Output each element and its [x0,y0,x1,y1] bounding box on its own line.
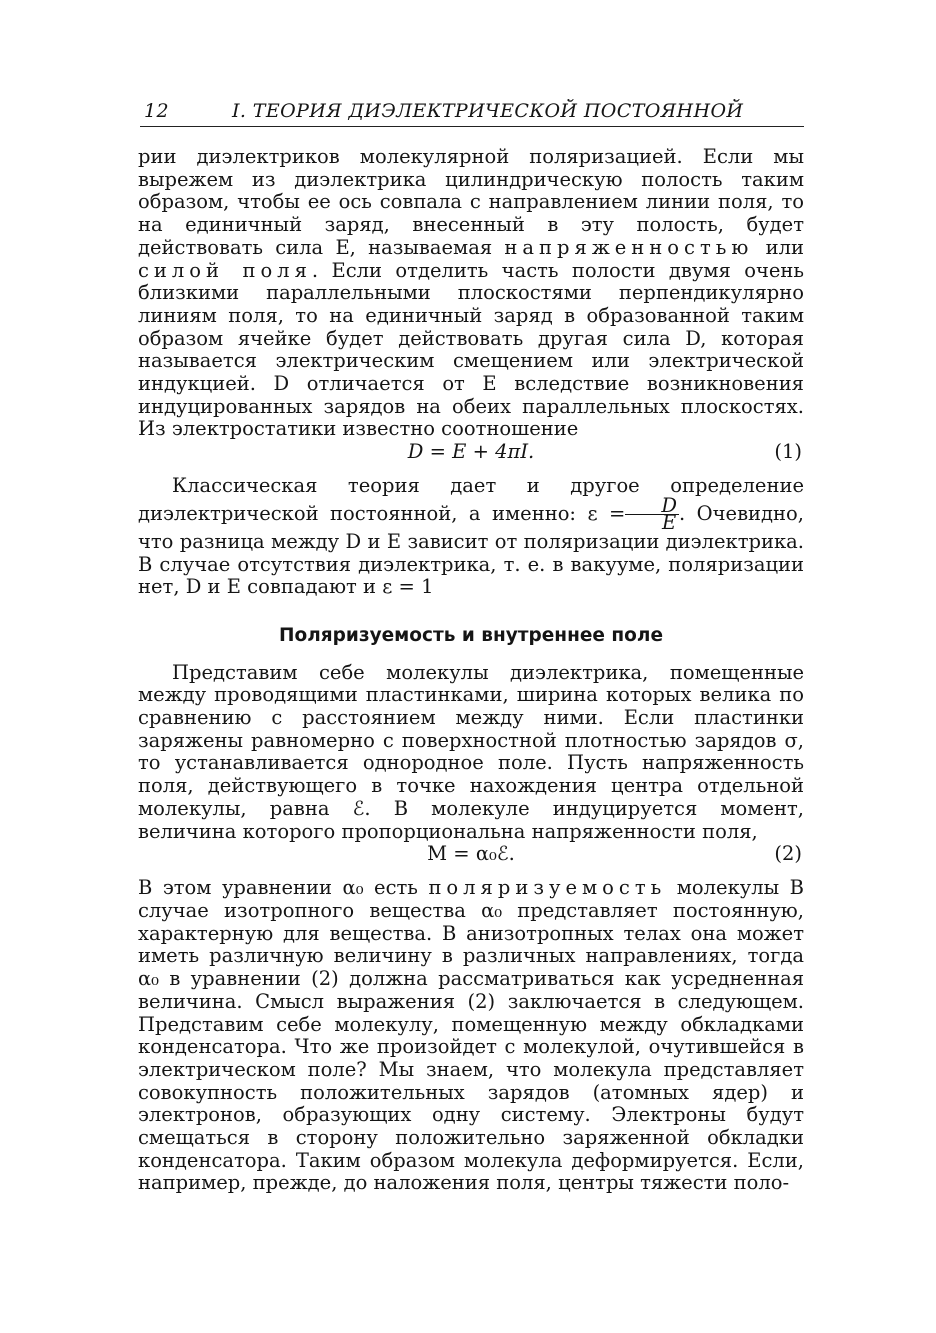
paragraph-1-part-b: . Если отделить часть полости двумя очень близкими параллельными плоскостями перпендикулярно линиям поля, то на единичный заряд в образованной таким образом ячейке будет действовать другая сила D, которая называется электрическим смещением или электрической индукцией. D отличается от E вследствие возникновения индуцированных зарядов на обеих параллельных плоскостях. Из электростатики известно соотношение [138,258,804,441]
paragraph-1-conjunction: или [753,235,804,259]
term-polarizability: поляризуемость [428,876,667,900]
paragraph-4-part-a: В этом уравнении α₀ есть [138,876,429,900]
paragraph-4-part-b: молекулы В случае изотропного вещества α₀ представляет постоянную, характерную для вещества. В анизотропных телах она может иметь различную величину в различных направлениях, тогда α₀ в уравнении (2) должна рассматриваться как усредненная величина. Смысл выражения (2) заключается в следующем. Представим себе молекулу, помещенную между обкладками конденсатора. Что же произойдет с молекулой, очутившейся в электрическом поле? Мы знаем, что молекула представляет совокупность положительных зарядов (атомных ядер) и электронов, образующих одну систему. Электроны будут смещаться в сторону положительно заряженной обкладки конденсатора. Таким образом молекула деформируется. Если, например, прежде, до наложения поля, центры тяжести поло- [138,876,804,1195]
equation-2-formula: M = α₀ℰ. [427,842,515,866]
paragraph-1-part-a: рии диэлектриков молекулярной поляризацией. Если мы вырежем из диэлектрика цилиндрическую полость таким образом, чтобы ее ось совпала с направлением линии поля, то на единичный заряд, внесенный в эту полость, будет действовать сила E, называемая [138,145,804,259]
paragraph-2-part-a: Классическая теория дает и другое определение диэлектрической постоянной, а именно: ε = [138,474,804,525]
paragraph-1 [138,146,804,441]
chapter-title: I. ТЕОРИЯ ДИЭЛЕКТРИЧЕСКОЙ ПОСТОЯННОЙ [232,100,744,122]
term-field-strength: напряженностью [504,235,754,259]
paragraph-3: Представим себе молекулы диэлектрика, помещенные между проводящими пластинками, ширина которых велика по сравнению с расстоянием между ними. Если пластинки заряжены равномерно с поверхностной плотностью зарядов σ, то устанавливается однородное поле. Пусть напряженность поля, действующего в точке нахождения центра отдельной молекулы, равна ℰ. В молекуле индуцируется момент, величина которого пропорциональна напряженности поля, [138,660,804,843]
running-header [140,98,804,127]
page-number: 12 [144,100,169,122]
paragraph-2 [138,475,804,599]
equation-2 [138,843,804,867]
equation-1-formula: D = E + 4πI. [407,440,535,464]
equation-2-number: (2) [774,842,802,866]
term-field-force: силой поля [138,258,312,282]
fraction-numerator: D [625,498,679,515]
paragraph-4 [138,877,804,1195]
section-heading: Поляризуемость и внутреннее поле [279,624,663,646]
equation-1-number: (1) [774,440,802,464]
paragraph-2-part-b: . Очевидно, что разница между D и E зависит от поляризации диэлектрика. В случае отсутствия диэлектрика, т. е. в вакууме, поляризации нет, D и E совпадают и ε = 1 [138,501,804,599]
main-text [138,146,804,1195]
fraction-d-over-e [625,493,679,534]
equation-1 [138,441,804,465]
fraction-denominator: E [662,510,677,534]
